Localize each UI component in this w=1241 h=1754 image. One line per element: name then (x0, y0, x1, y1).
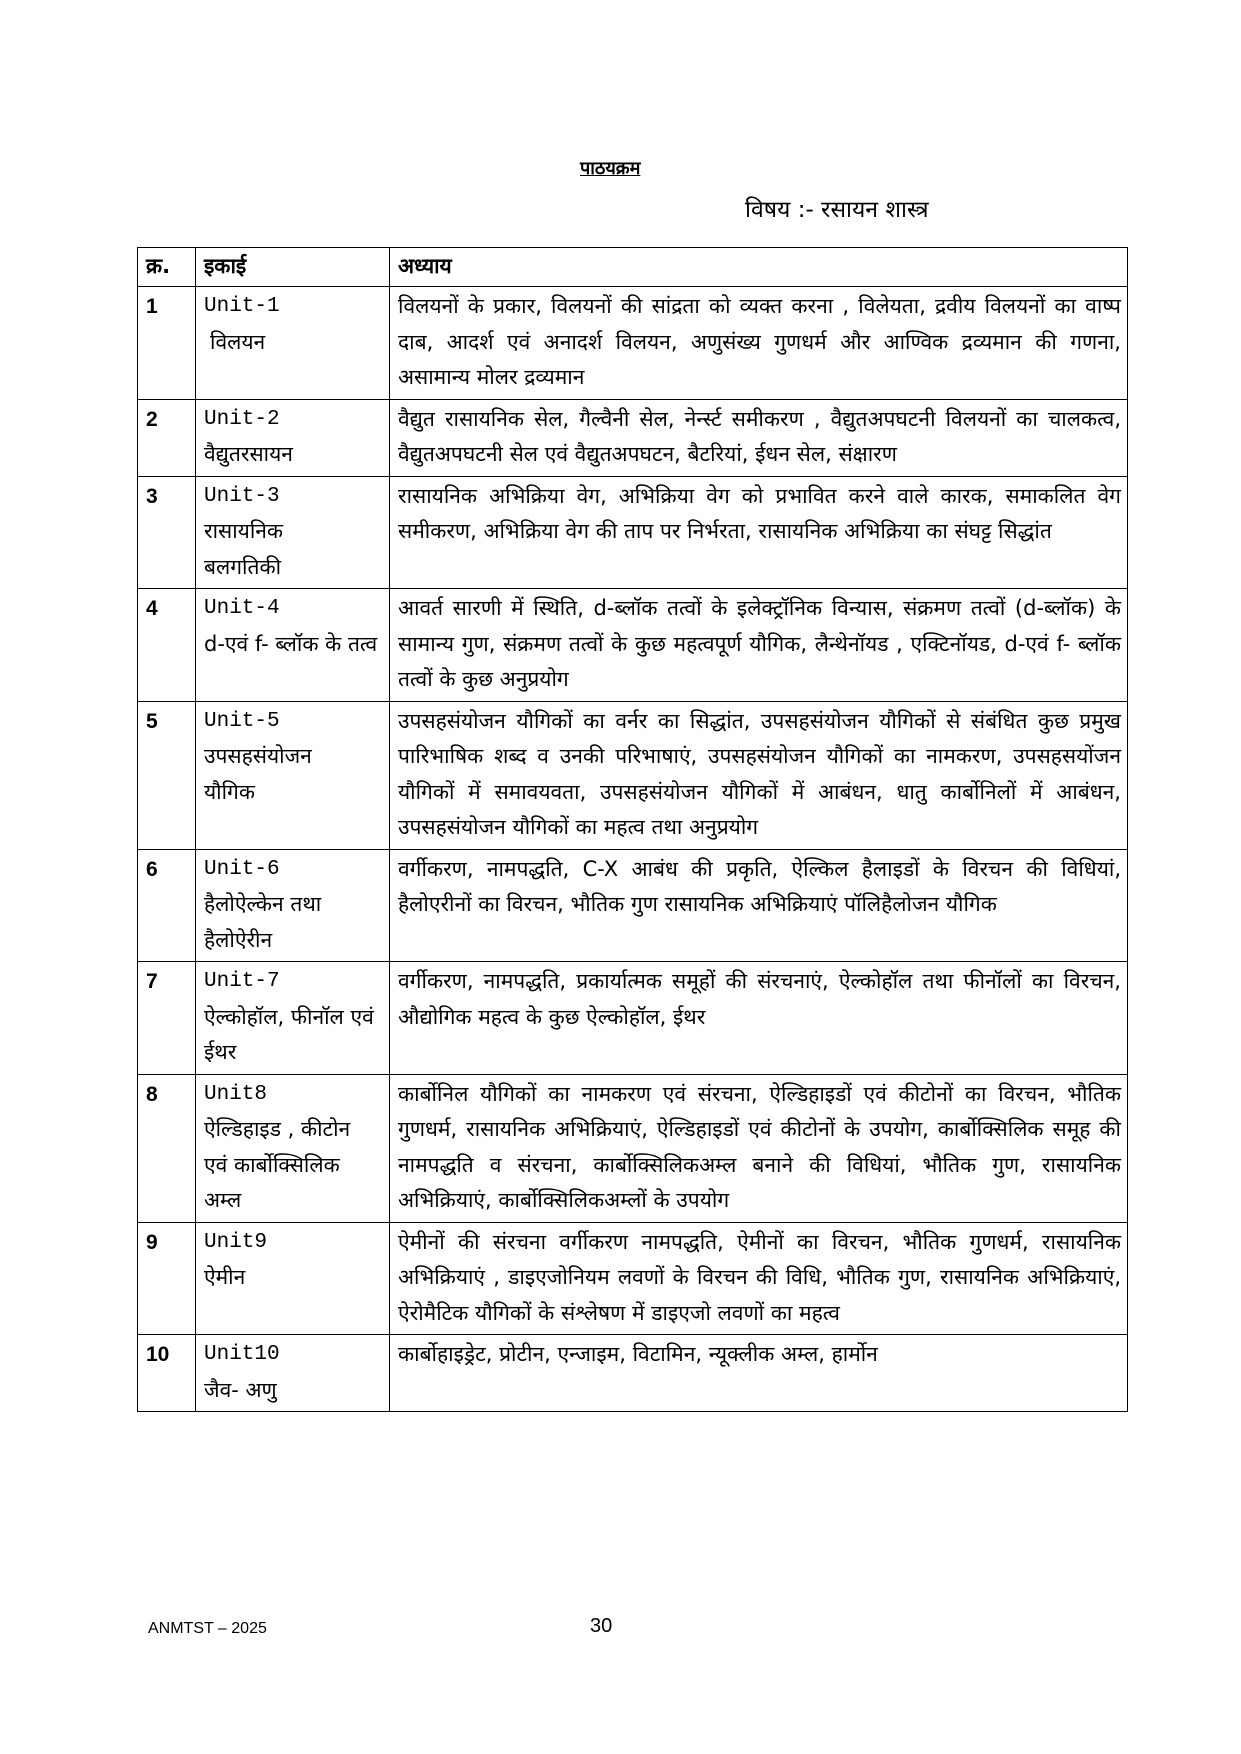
unit-cell (196, 849, 390, 962)
row-number: 8 (138, 1074, 196, 1222)
table-row (138, 849, 1128, 962)
subject-title: विषय :- रसायन शास्त्र (745, 197, 929, 223)
table-header-row (138, 248, 1128, 287)
unit-cell (196, 1222, 390, 1335)
unit-name: विलयन (210, 329, 266, 354)
table-row (138, 399, 1128, 476)
unit-name: d-एवं f- ब्लॉक के तत्व (204, 631, 378, 656)
row-number: 3 (138, 476, 196, 589)
page-number: 30 (590, 1615, 613, 1637)
unit-cell (196, 476, 390, 589)
unit-cell (196, 399, 390, 476)
header-chapters: अध्याय (390, 248, 1128, 287)
unit-code: Unit8 (204, 1082, 268, 1106)
row-number: 6 (138, 849, 196, 962)
chapters-cell: वर्गीकरण, नामपद्धति, प्रकार्यात्मक समूहों की संरचनाएं, ऐल्कोहॉल तथा फीनॉलों का विरचन, औद्योगिक महत्व के कुछ ऐल्कोहॉल, ईथर (390, 962, 1128, 1075)
table-row (138, 1222, 1128, 1335)
table-row (138, 962, 1128, 1075)
unit-name: जैव- अणु (204, 1377, 277, 1402)
chapters-cell: वर्गीकरण, नामपद्धति, C-X आबंध की प्रकृति, ऐल्किल हैलाइडों के विरचन की विधियां, हैलोएरीनों का विरचन, भौतिक गुण रासायनिक अभिक्रियाएं पॉलिहैलोजन यौगिक (390, 849, 1128, 962)
unit-cell (196, 589, 390, 702)
unit-name: वैद्युतरसायन (204, 442, 293, 466)
chapters-cell: वैद्युत रासायनिक सेल, गैल्वैनी सेल, नेर्न्स्ट समीकरण , वैद्युतअपघटनी विलयनों का चालकत्व, वैद्युतअपघटनी सेल एवं वैद्युतअपघटन, बैटरियां, ईधन सेल, संक्षारण (390, 399, 1128, 476)
chapters-cell: विलयनों के प्रकार, विलयनों की सांद्रता को व्यक्त करना , विलेयता, द्रवीय विलयनों का वाष्प दाब, आदर्श एवं अनादर्श विलयन, अणुसंख्य गुणधर्म और आण्विक द्रव्यमान की गणना, असामान्य मोलर द्रव्यमान (390, 287, 1128, 400)
table-row (138, 1335, 1128, 1412)
unit-cell (196, 1335, 390, 1412)
unit-name: ऐल्कोहॉल, फीनॉल एवं ईथर (204, 1004, 374, 1064)
unit-name: ऐल्डिहाइड , कीटोन एवं कार्बोक्सिलिक अम्ल (204, 1117, 351, 1212)
table-row (138, 589, 1128, 702)
unit-name: हैलोऐल्केन तथा हैलोऐरीन (204, 892, 322, 952)
row-number: 9 (138, 1222, 196, 1335)
unit-cell (196, 1074, 390, 1222)
row-number: 1 (138, 287, 196, 400)
table-row (138, 476, 1128, 589)
unit-code: Unit10 (204, 1343, 280, 1366)
page-heading: पाठयक्रम (580, 158, 641, 179)
chapters-cell: कार्बोहाइड्रेट, प्रोटीन, एन्जाइम, विटामिन, न्यूक्लीक अम्ल, हार्मोन (390, 1335, 1128, 1412)
unit-code: Unit9 (204, 1230, 268, 1254)
unit-cell (196, 287, 390, 400)
chapters-cell: कार्बोनिल यौगिकों का नामकरण एवं संरचना, ऐल्डिहाइडों एवं कीटोनों का विरचन, भौतिक गुणधर्म, रासायनिक अभिक्रियाएं, ऐल्डिहाइडों एवं कीटोनों के उपयोग, कार्बोक्सिलिक समूह की नामपद्धति व संरचना, कार्बोक्सिलिकअम्ल बनाने की विधियां, भौतिक गुण, रासायनिक अभिक्रियाएं, कार्बोक्सिलिकअम्लों के उपयोग (390, 1074, 1128, 1222)
unit-code: Unit-6 (204, 857, 280, 881)
unit-code: Unit-2 (204, 407, 280, 431)
header-serial: क्र. (138, 248, 196, 287)
unit-code: Unit-3 (204, 484, 280, 508)
syllabus-table (137, 247, 1128, 1412)
row-number: 2 (138, 399, 196, 476)
row-number: 4 (138, 589, 196, 702)
header-unit: इकाई (196, 248, 390, 287)
chapters-cell: उपसहसंयोजन यौगिकों का वर्नर का सिद्धांत, उपसहसंयोजन यौगिकों से संबंधित कुछ प्रमुख पारिभाषिक शब्द व उनकी परिभाषाएं, उपसहसंयोजन यौगिकों का नामकरण, उपसहसयोंजन यौगिकों में समावयवता, उपसहसंयोजन यौगिकों में आबंधन, धातु कार्बोनिलों में आबंधन, उपसहसंयोजन यौगिकों का महत्व तथा अनुप्रयोग (390, 701, 1128, 849)
unit-name: ऐमीन (204, 1265, 246, 1289)
unit-cell (196, 701, 390, 849)
chapters-cell: आवर्त सारणी में स्थिति, d-ब्लॉक तत्वों के इलेक्ट्रॉनिक विन्यास, संक्रमण तत्वों (d-ब्लॉक) के सामान्य गुण, संक्रमण तत्वों के कुछ महत्वपूर्ण यौगिक, लैन्थेनॉयड , एक्टिनॉयड, d-एवं f- ब्लॉक तत्वों के कुछ अनुप्रयोग (390, 589, 1128, 702)
row-number: 7 (138, 962, 196, 1075)
unit-code: Unit-1 (204, 295, 280, 318)
unit-cell (196, 962, 390, 1075)
unit-code: Unit-4 (204, 597, 280, 620)
unit-name: रासायनिक बलगतिकी (204, 519, 284, 579)
footer-exam-label: ANMTST – 2025 (148, 1620, 267, 1637)
table-row (138, 701, 1128, 849)
row-number: 10 (138, 1335, 196, 1412)
row-number: 5 (138, 701, 196, 849)
chapters-cell: रासायनिक अभिक्रिया वेग, अभिक्रिया वेग को प्रभावित करने वाले कारक, समाकलित वेग समीकरण, अभिक्रिया वेग की ताप पर निर्भरता, रासायनिक अभिक्रिया का संघट्ट सिद्धांत (390, 476, 1128, 589)
unit-code: Unit-5 (204, 709, 280, 733)
table-row (138, 287, 1128, 400)
table-row (138, 1074, 1128, 1222)
unit-name: उपसहसंयोजन यौगिक (204, 744, 312, 804)
unit-code: Unit-7 (204, 970, 280, 993)
chapters-cell: ऐमीनों की संरचना वर्गीकरण नामपद्धति, ऐमीनों का विरचन, भौतिक गुणधर्म, रासायनिक अभिक्रियाएं , डाइएजोनियम लवणों के विरचन की विधि, भौतिक गुण, रासायनिक अभिक्रियाएं, ऐरोमैटिक यौगिकों के संश्लेषण में डाइएजो लवणों का महत्व (390, 1222, 1128, 1335)
